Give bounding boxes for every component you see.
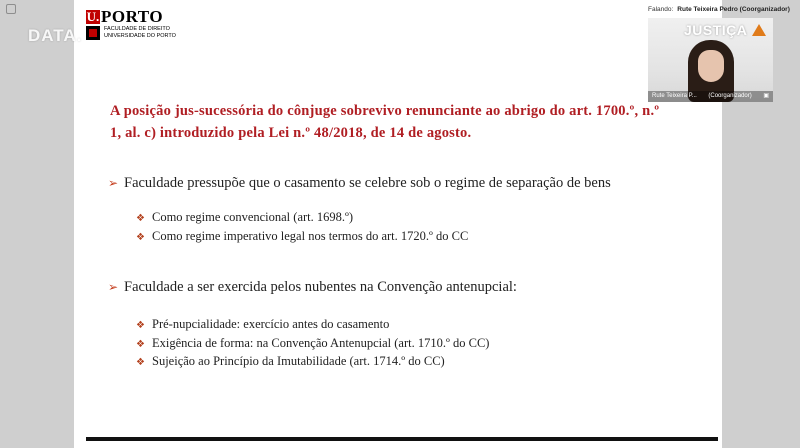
speaker-label: Falando: [648,5,674,13]
diamond-bullet-icon: ❖ [136,213,145,224]
list-item: ❖ Exigência de forma: na Convenção Antenupcial (art. 1710.º do CC) [136,335,489,354]
logo-u-mark: U. [86,9,100,24]
video-brand-text: JUSTIÇA [684,22,748,38]
shared-slide [74,0,722,448]
diamond-bullet-icon: ❖ [136,357,145,368]
list-item: ❖ Pré-nupcialidade: exercício antes do casamento [136,316,489,335]
arrow-bullet-icon: ➢ [108,176,119,190]
diamond-bullet-icon: ❖ [136,320,145,331]
logo-faculty-text: FACULDADE DE DIREITO [104,26,170,32]
active-speaker-indicator [648,4,796,14]
slide-footer-bar [86,437,718,441]
video-tile-label [648,91,773,102]
university-logo [86,7,176,40]
logo-square-icon [86,26,100,40]
sub-list-2 [136,316,489,372]
bullet-point-1-text: Faculdade pressupõe que o casamento se celebre sob o regime de separação de bens [124,175,611,191]
tile-participant-name: Rute Teixeira P... [652,93,697,99]
speaker-video-tile[interactable] [648,18,773,102]
brand-triangle-icon [752,24,766,36]
logo-university-text: UNIVERSIDADE DO PORTO [104,33,176,39]
diamond-bullet-icon: ❖ [136,231,145,243]
speaker-name: Rute Teixeira Pedro (Coorganizador) [677,5,790,13]
bullet-point-1 [108,175,611,192]
sub-list-1 [136,209,468,246]
heading-line-2: 1, al. c) introduzido pela Lei n.º 48/2018, de 14 de agosto. [110,125,472,141]
window-icon[interactable] [6,4,16,14]
mic-icon: ▣ [763,93,769,99]
watermark: DATA. [28,26,83,45]
logo-porto-text: PORTO [101,7,164,26]
diamond-bullet-icon: ❖ [136,338,145,350]
tile-participant-role: (Coorganizador) [708,93,752,99]
list-item: ❖ Como regime imperativo legal nos termos do art. 1720.º do CC [136,228,468,247]
list-item: ❖ Como regime convencional (art. 1698.º) [136,209,468,228]
heading-line-1: A posição jus-sucessória do cônjuge sobrevivo renunciante ao abrigo do art. 1700.º, n.º [110,103,660,119]
bullet-point-2 [108,279,517,296]
slide-heading [110,100,690,144]
arrow-bullet-icon: ➢ [108,280,119,294]
list-item: ❖ Sujeição ao Princípio da Imutabilidade (art. 1714.º do CC) [136,353,489,372]
bullet-point-2-text: Faculdade a ser exercida pelos nubentes na Convenção antenupcial: [124,279,517,295]
